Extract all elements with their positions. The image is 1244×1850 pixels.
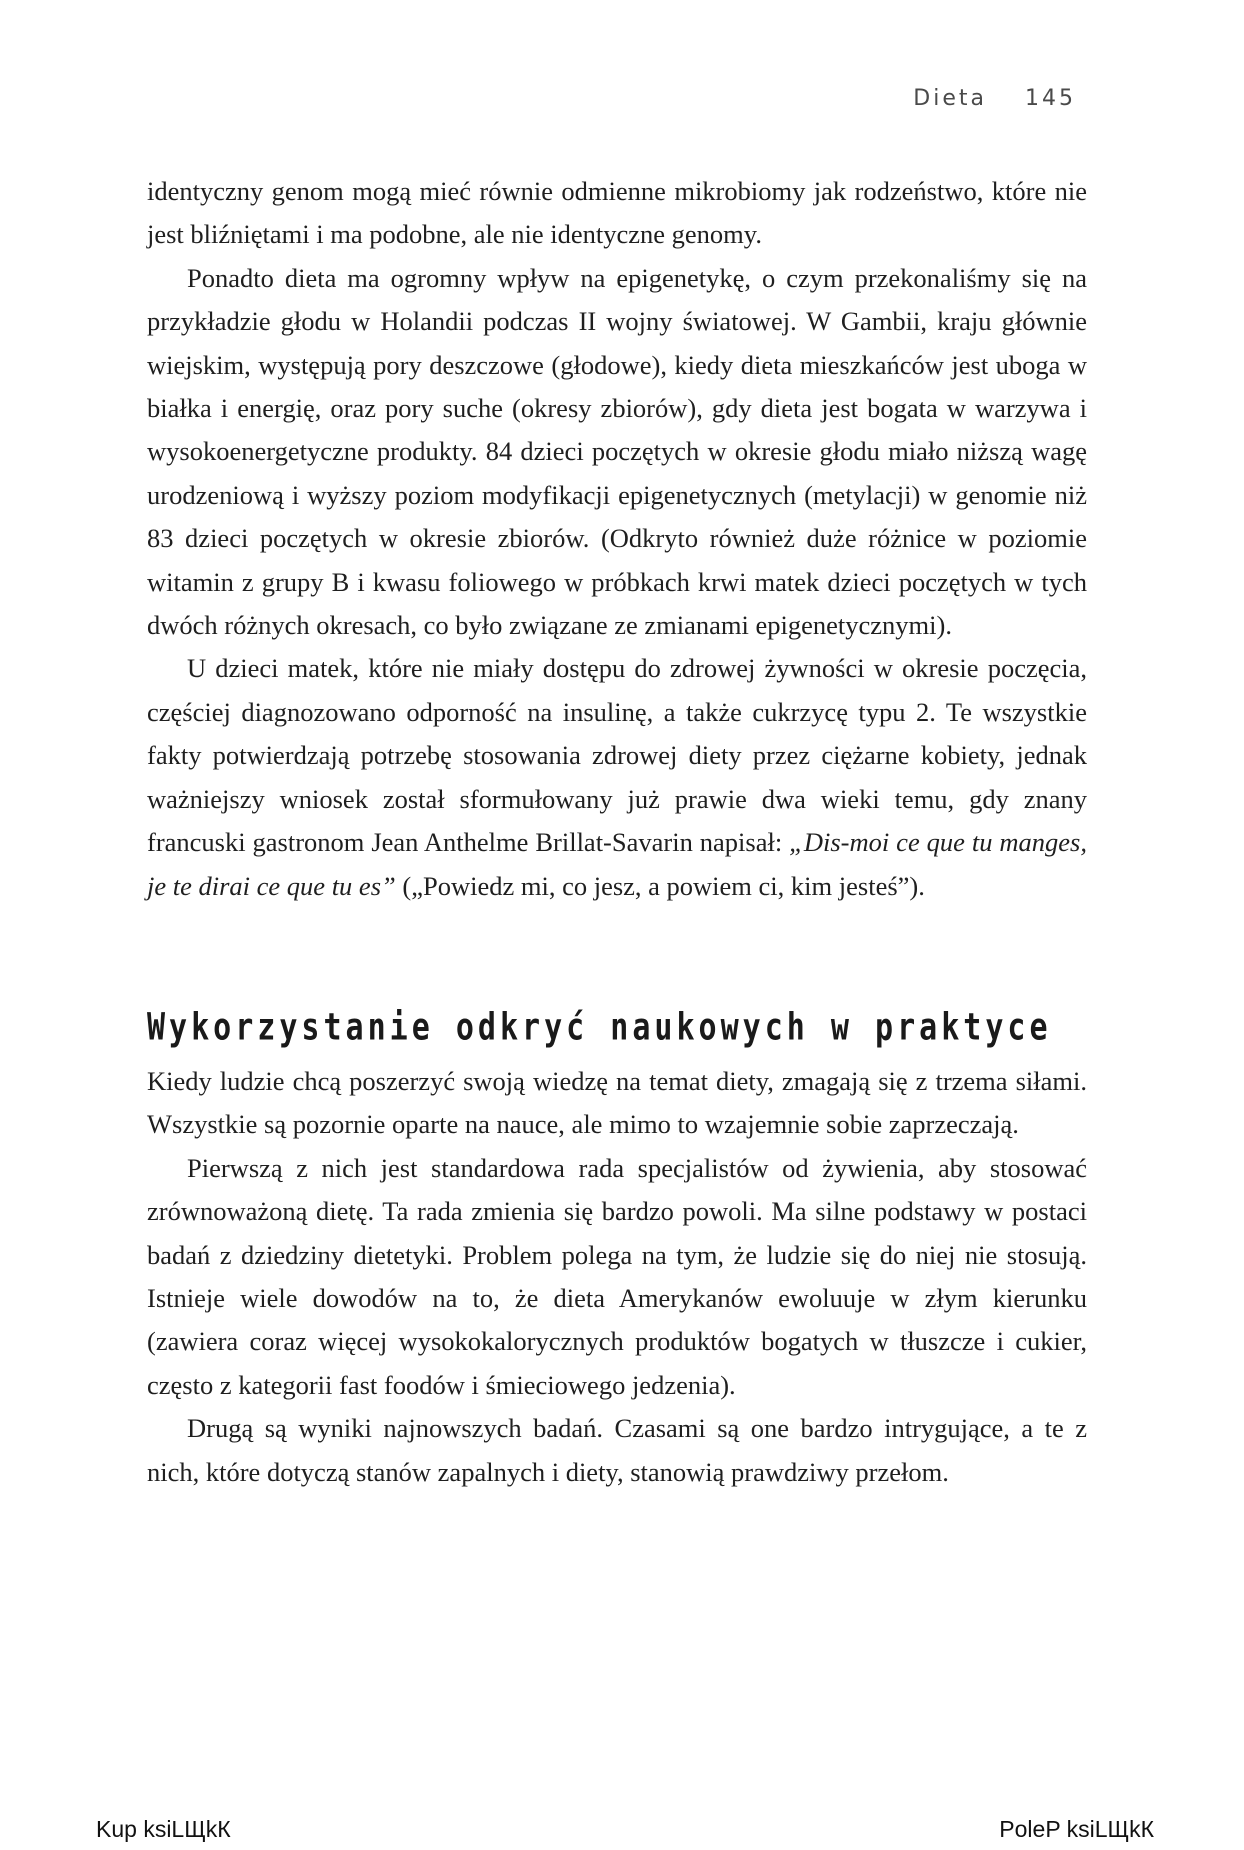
paragraph-first-force: Pierwszą z nich jest standardowa rada specjalistów od żywienia, aby stosować zrównoważoną dietę. Ta rada zmienia się bardzo powoli. Ma silne podstawy w postaci badań z dziedziny dietetyki. Problem polega na tym, że ludzie się do niej nie stosują. Istnieje wiele dowodów na to, że dieta Amerykanów ewoluuje w złym kierunku (zawiera coraz więcej wysokokalorycznych produktów bogatych w tłuszcze i cukier, często z kategorii fast foodów i śmieciowego jedzenia). <box>147 1152 1087 1400</box>
page-number: 145 <box>1025 86 1076 111</box>
quote-paragraph-before: U dzieci matek, które nie miały dostępu do zdrowej żywności w okresie poczęcia, częściej diagnozowano odporność na insulinę, a także cukrzycę typu 2. Te wszystkie fakty potwierdzają potrzebę stosowania zdrowej diety przez ciężarne kobiety, jednak ważniejszy wniosek został sformułowany już prawie dwa wieki temu, gdy znany francuski gastronom Jean Anthelme Brillat-Savarin napisał: <box>147 653 1087 858</box>
paragraph-continued: identyczny genom mogą mieć równie odmienne mikrobiomy jak rodzeństwo, które nie jest bliźniętami i ma podobne, ale nie identyczne genomy. <box>147 176 1087 250</box>
paragraph-second-force: Drugą są wyniki najnowszych badań. Czasami są one bardzo intrygujące, a te z nich, które dotyczą stanów zapalnych i diety, stanowią prawdziwy przełom. <box>147 1413 1087 1487</box>
recommend-book-link[interactable]: PoleP ksiLЩkК <box>999 1816 1154 1842</box>
running-header <box>913 86 1076 111</box>
quote-paragraph-after: („Powiedz mi, co jesz, a powiem ci, kim jesteś”). <box>395 870 925 901</box>
header-section-title: Dieta <box>913 86 987 111</box>
buy-book-link[interactable]: Kup ksiLЩkК <box>96 1816 231 1842</box>
paragraph-epigenetics: Ponadto dieta ma ogromny wpływ na epigenetykę, o czym przekonaliśmy się na przykładzie głodu w Holandii podczas II wojny światowej. W Gambii, kraju głównie wiejskim, występują pory deszczowe (głodowe), kiedy dieta mieszkańców jest uboga w białka i energię, oraz pory suche (okresy zbiorów), gdy dieta jest bogata w warzywa i wysokoenergetyczne produkty. 84 dzieci poczętych w okresie głodu miało niższą wagę urodzeniową i wyższy poziom modyfikacji epigenetycznych (metylacji) w genomie niż 83 dzieci poczętych w okresie zbiorów. (Odkryto również duże różnice w poziomie witamin z grupy B i kwasu foliowego w próbkach krwi matek dzieci poczętych w tych dwóch różnych okresach, co było związane ze zmianami epigenetycznymi). <box>147 262 1087 641</box>
section-heading: Wykorzystanie odkryć naukowych w praktyce <box>147 1005 1052 1050</box>
paragraph-quote <box>147 647 1087 907</box>
french-quote: „Dis-moi ce que tu manges, je te dirai ce que tu es” <box>147 827 1087 901</box>
paragraph-three-forces: Kiedy ludzie chcą poszerzyć swoją wiedzę na temat diety, zmagają się z trzema siłami. Wszystkie są pozornie oparte na nauce, ale mimo to wzajemnie sobie zaprzeczają. <box>147 1065 1087 1140</box>
page-body <box>147 170 1087 1494</box>
